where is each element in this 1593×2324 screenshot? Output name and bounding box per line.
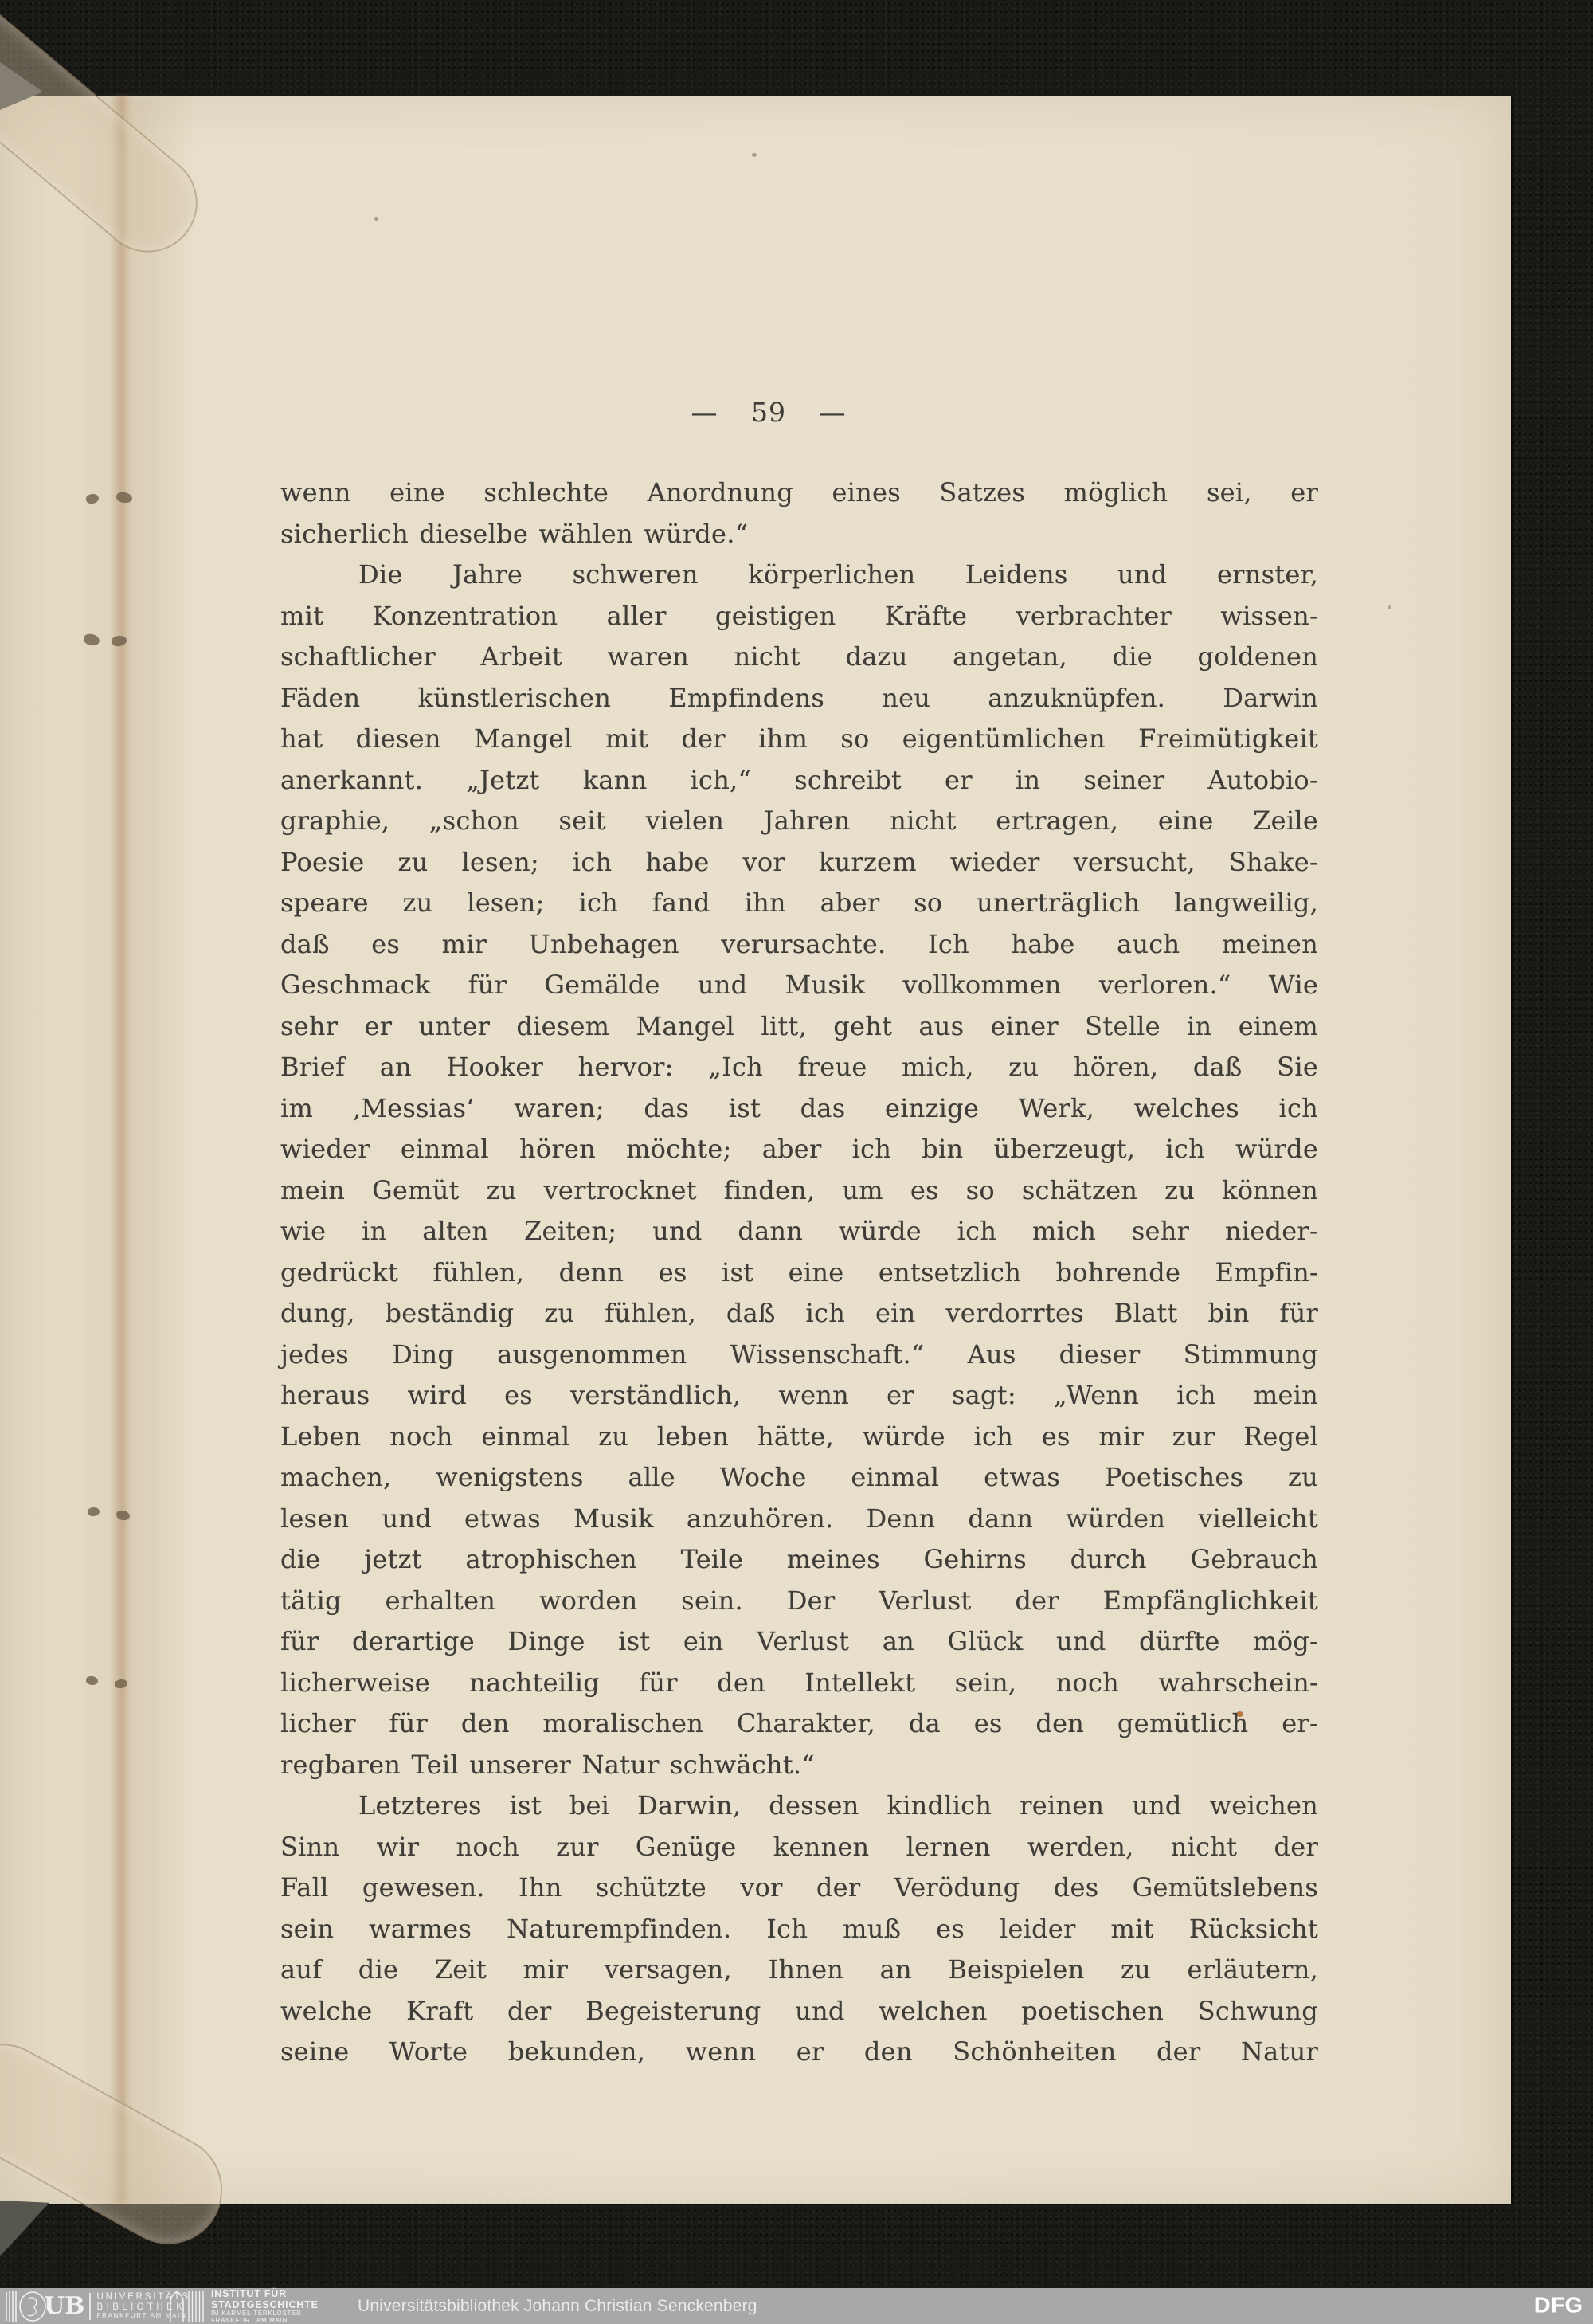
text-line: gedrückt fühlen, denn es ist eine entsetzlich bohrende Empfin- [280,1256,1318,1287]
text-line: Sinn wir noch zur Genüge kennen lernen werden, nicht der [280,1831,1318,1862]
text-line: sehr er unter diesem Mangel litt, geht aus einer Stelle in einem [280,1010,1318,1041]
footer-bar [0,2288,1593,2324]
ink-speck [1388,605,1391,609]
text-line: heraus wird es verständlich, wenn er sagt: „Wenn ich mein [280,1380,1318,1410]
text-line: auf die Zeit mir versagen, Ihnen an Beispielen zu erläutern, [280,1954,1318,1985]
text-line: mein Gemüt zu vertrocknet finden, um es so schätzen zu können [280,1174,1318,1205]
text-line: speare zu lesen; ich fand ihn aber so unerträglich langweilig, [280,888,1318,918]
text-line: schaftlicher Arbeit waren nicht dazu angetan, die goldenen [280,641,1318,672]
dfg-logo: DFG [1533,2293,1583,2318]
text-line: regbaren Teil unserer Natur schwächt.“ [280,1749,815,1780]
text-line: Letzteres ist bei Darwin, dessen kindlich reinen und weichen [358,1790,1318,1820]
text-line: lesen und etwas Musik anzuhören. Denn dann würden vielleicht [280,1503,1318,1534]
text-line: jedes Ding ausgenommen Wissenschaft.“ Aus dieser Stimmung [280,1338,1318,1370]
text-line: seine Worte bekunden, wenn er den Schönheiten der Natur [280,2036,1318,2067]
text-line: licher für den moralischen Charakter, da es den gemütlich er- [280,1708,1318,1738]
institut-line2: STADTGESCHICHTE [211,2299,319,2310]
institut-logo-text [211,2288,319,2324]
ub-abbr: UB [44,2291,85,2320]
text-line: wieder einmal hören möchte; aber ich bin überzeugt, ich würde [280,1134,1318,1164]
text-line: dung, beständig zu fühlen, daß ich ein verdorrtes Blatt bin für [280,1298,1318,1328]
text-line: Brief an Hooker hervor: „Ich freue mich, zu hören, daß Sie [280,1052,1318,1082]
ub-line3: FRANKFURT AM MAIN [96,2312,187,2320]
text-block [280,472,1318,2073]
ink-speck [752,153,757,157]
library-credit: Universitätsbibliothek Johann Christian Senckenberg [358,2296,757,2315]
text-line: Fall gewesen. Ihn schützte vor der Verödung des Gemütslebens [280,1872,1318,1903]
text-line: welche Kraft der Begeisterung und welchen poetischen Schwung [280,1995,1318,2026]
text-line: mit Konzentration aller geistigen Kräfte verbrachter wissen- [280,600,1318,631]
page-number: — 59 — [691,397,847,428]
cradle-shadow-bottom [0,2201,49,2256]
text-line: tätig erhalten worden sein. Der Verlust der Empfänglichkeit [280,1585,1318,1616]
text-line: licherweise nachteilig für den Intellekt sein, noch wahrschein- [280,1667,1318,1698]
text-line: anerkannt. „Jetzt kann ich,“ schreibt er in seiner Autobio- [280,764,1318,795]
text-line: Poesie zu lesen; ich habe vor kurzem wieder versucht, Shake- [280,846,1318,877]
ub-line2: BIBLIOTHEK [96,2302,186,2312]
ub-library-icon [5,2290,49,2323]
logo-divider [89,2293,91,2320]
ub-logo [5,2288,190,2324]
ink-speck [374,217,378,221]
text-line: wenn eine schlechte Anordnung eines Satzes möglich sei, er [280,477,1318,508]
text-line: die jetzt atrophischen Teile meines Gehirns durch Gebrauch [280,1544,1318,1574]
text-line: für derartige Dinge ist ein Verlust an Glück und dürfte mög- [280,1626,1318,1656]
book-page [0,96,1511,2204]
text-line: sicherlich dieselbe wählen würde.“ [280,518,749,549]
institut-line4: FRANKFURT AM MAIN [211,2316,288,2324]
text-line: wie in alten Zeiten; und dann würde ich mich sehr nieder- [280,1216,1318,1246]
text-line: machen, wenigstens alle Woche einmal etwas Poetisches zu [280,1462,1318,1492]
institut-logo [167,2288,319,2324]
karmeliterkloster-arch-icon [167,2291,204,2322]
ub-line1: UNIVERSITÄTS [96,2291,190,2302]
text-line: im ‚Messias‘ waren; das ist das einzige Werk, welches ich [280,1092,1318,1123]
text-line: Die Jahre schweren körperlichen Leidens und ernster, [358,559,1318,590]
text-line: hat diesen Mangel mit der ihm so eigentümlichen Freimütigkeit [280,723,1318,754]
institut-line3: IM KARMELITERKLOSTER [211,2309,302,2317]
institut-line1: INSTITUT FÜR [211,2287,288,2299]
text-line: Geschmack für Gemälde und Musik vollkommen verloren.“ Wie [280,970,1318,1000]
text-line: Leben noch einmal zu leben hätte, würde ich es mir zur Regel [280,1421,1318,1452]
text-line: daß es mir Unbehagen verursachte. Ich habe auch meinen [280,928,1318,959]
binding-crease [110,96,134,2204]
text-line: Fäden künstlerischen Empfindens neu anzuknüpfen. Darwin [280,682,1318,713]
text-line: graphie, „schon seit vielen Jahren nicht ertragen, eine Zeile [280,805,1318,836]
text-line: sein warmes Naturempfinden. Ich muß es leider mit Rücksicht [280,1913,1318,1944]
